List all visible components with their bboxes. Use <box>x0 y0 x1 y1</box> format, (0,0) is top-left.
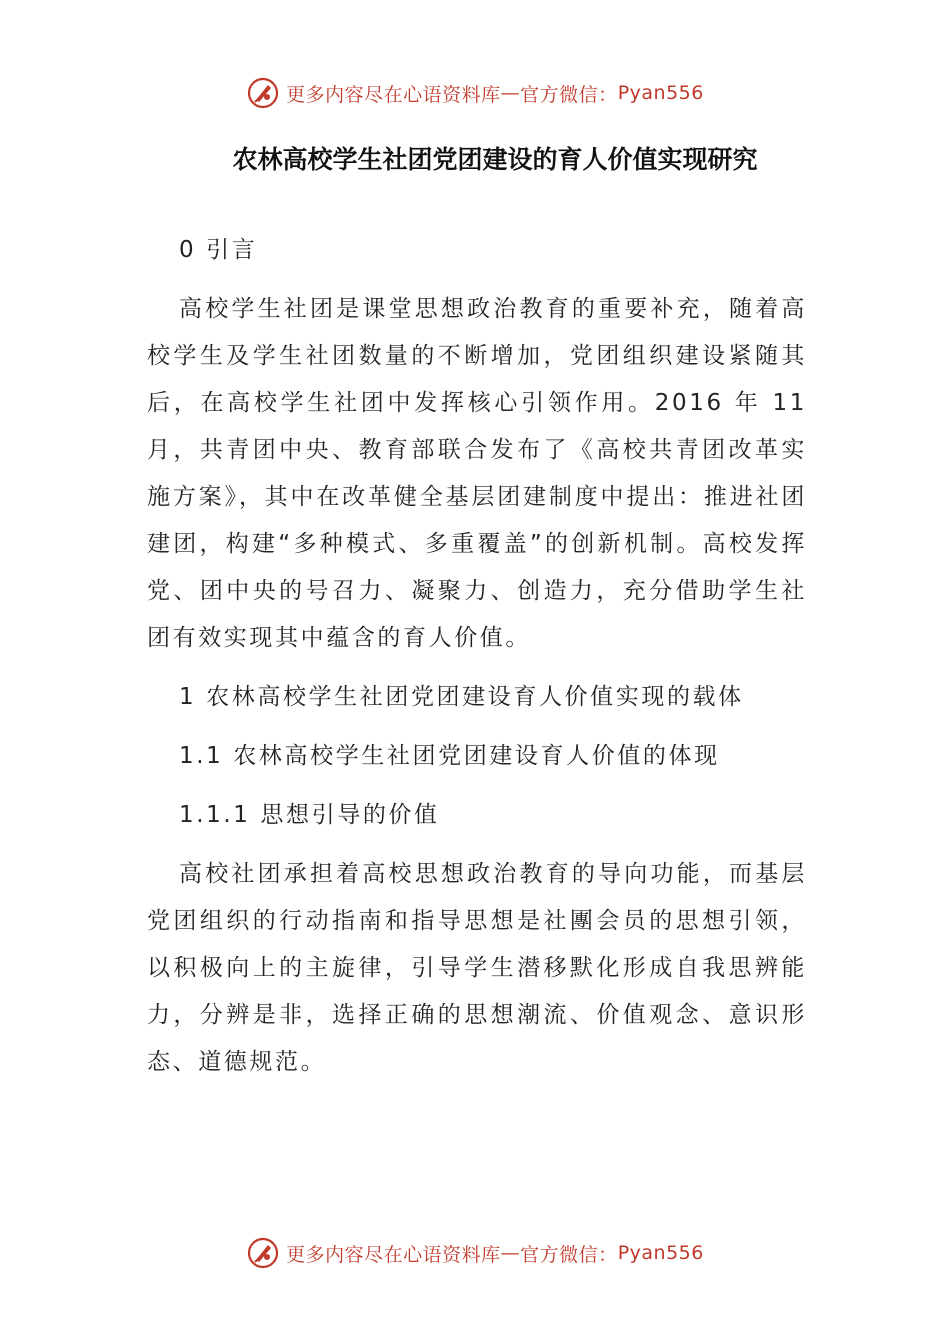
section-heading-1: 1 农林高校学生社团党团建设育人价值实现的载体 <box>179 684 744 710</box>
paragraph-intro: 高校学生社团是课堂思想政治教育的重要补充，随着高校学生及学生社团数量的不断增加，党团组织建设紧随其后，在高校学生社团中发挥核心引领作用。2016 年 11 月，共青团中央、教育部联合发布了《高校共青团改革实施方案》，其中在改革健全基层团建制度中提出：推进社团建团，构建“多种模式、多重覆盖”的创新机制。高校发挥党、团中央的号召力、凝聚力、创造力，充分借助学生社团有效实现其中蕴含的育人价值。 <box>147 296 807 651</box>
banner-wechat-id: Pyan556 <box>617 82 704 104</box>
document-title: 农林高校学生社团党团建设的育人价值实现研究 <box>232 145 758 174</box>
section-heading-1-1: 1.1 农林高校学生社团党团建设育人价值的体现 <box>179 743 720 769</box>
footer-banner <box>0 1233 950 1273</box>
document-body <box>147 227 807 1098</box>
banner-text: 更多内容尽在心语资料库 <box>286 83 501 106</box>
logo-icon <box>246 76 280 110</box>
banner-text: 更多内容尽在心语资料库 <box>286 1243 501 1266</box>
paragraph-ideological-guidance: 高校社团承担着高校思想政治教育的导向功能，而基层党团组织的行动指南和指导思想是社團会员的思想引领，以积极向上的主旋律，引导学生潜移默化形成自我思辨能力，分辨是非，选择正确的思想潮流、价值观念、意识形态、道德规范。 <box>147 861 807 1075</box>
header-banner <box>0 73 950 113</box>
banner-dash: — <box>500 82 521 104</box>
banner-wechat-label: 官方微信： <box>520 83 618 106</box>
banner-dash: — <box>500 1242 521 1264</box>
logo-icon <box>246 1236 280 1270</box>
section-heading-1-1-1: 1.1.1 思想引导的价值 <box>179 802 440 828</box>
section-heading-intro: 0 引言 <box>179 237 258 263</box>
banner-wechat-label: 官方微信： <box>520 1243 618 1266</box>
banner-wechat-id: Pyan556 <box>617 1242 704 1264</box>
